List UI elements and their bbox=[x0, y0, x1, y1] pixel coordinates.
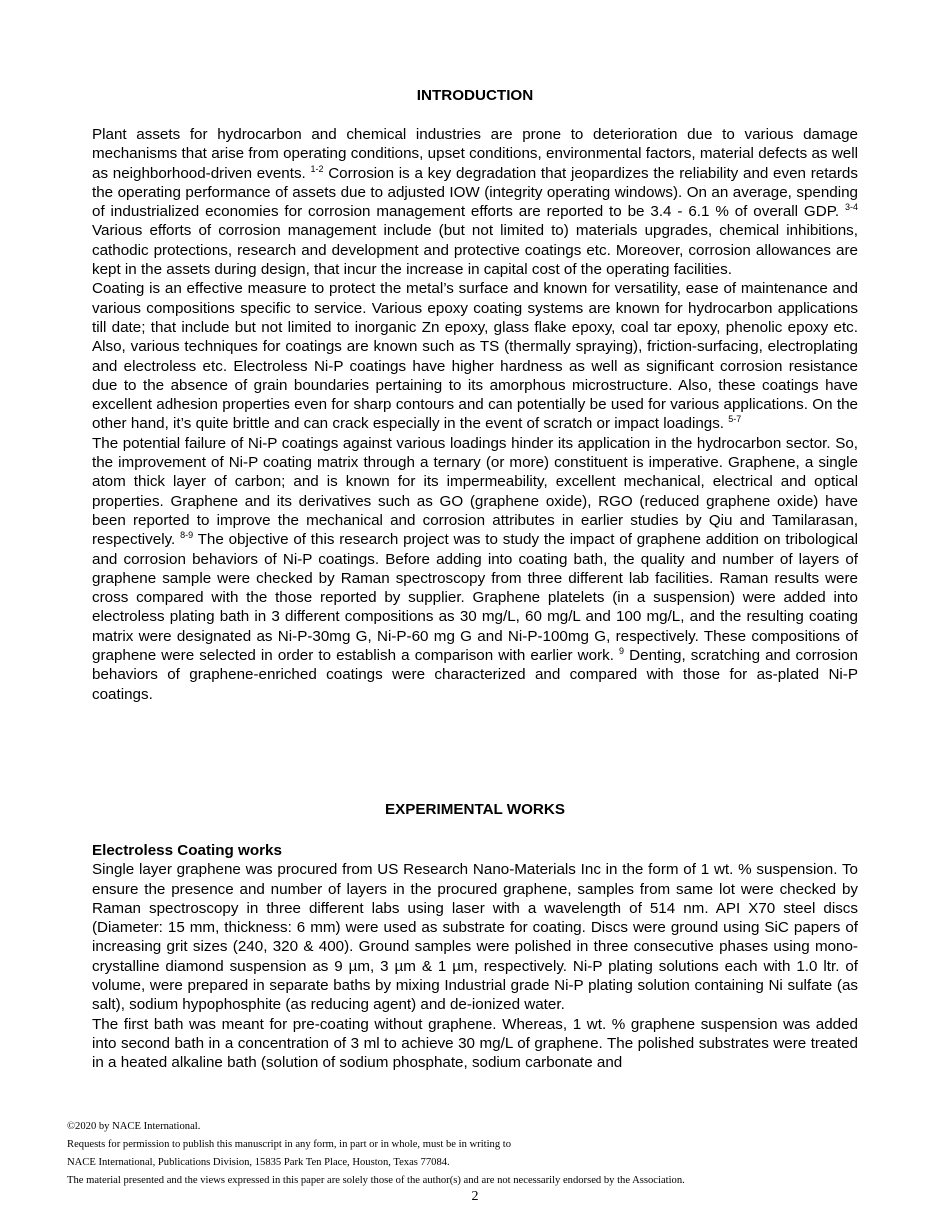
introduction-paragraph-3 bbox=[92, 434, 858, 704]
text-run: Corrosion is a key degradation that jeopardizes the reliability and even retards the operating performance of assets due to adjusted IOW (integrity operating windows). On an average, spending of industrialized economies for corrosion management efforts are reported to be 3.4 - 6.1 % of overall GDP. bbox=[92, 164, 858, 221]
text-run: Denting, scratching and corrosion behaviors of graphene-enriched coatings were characterized and compared with those for as-plated Ni-P coatings. bbox=[92, 647, 858, 703]
introduction-heading: INTRODUCTION bbox=[416, 87, 534, 104]
experimental-paragraph-1: Single layer graphene was procured from US Research Nano-Materials Inc in the form of 1 wt. % suspension. To ensure the presence and number of layers in the procured graphene, samples from same lot were checked by Raman spectroscopy in three different labs using laser with a wavelength of 514 nm. API X70 steel discs (Diameter: 15 mm, thickness: 6 mm) were used as substrate for coating. Discs were ground using SiC papers of increasing grit sizes (240, 320 & 400). Ground samples were polished in three consecutive phases using mono-crystalline diamond suspension as 9 µm, 3 µm & 1 µm, respectively. Ni-P plating solutions each with 1.0 ltr. of volume, were prepared in separate baths by mixing Industrial grade Ni-P plating solution containing Ni sulfate (as salt), sodium hypophosphite (as reducing agent) and de-ionized water. bbox=[92, 861, 858, 1014]
footer-copyright: ©2020 by NACE International. bbox=[67, 1121, 201, 1132]
page-number: 2 bbox=[471, 1189, 479, 1204]
electroless-coating-subheading: Electroless Coating works bbox=[92, 842, 282, 859]
footer-address: NACE International, Publications Division, 15835 Park Ten Place, Houston, Texas 77084. bbox=[67, 1157, 450, 1168]
text-run: Coating is an effective measure to protect the metal’s surface and known for versatility, ease of maintenance and various compositions specific to service. Various epoxy coating systems are known for hydrocarbon applications till date; that include but not limited to inorganic Zn epoxy, glass flake epoxy, coal tar epoxy, phenolic epoxy etc. Also, various techniques for coatings are known such as TS (thermally spraying), friction-surfacing, electroplating and electroless etc. Electroless Ni-P coatings have higher hardness as well as significant corrosion resistance due to the absence of grain boundaries pertaining to its amorphous microstructure. Also, these coatings have excellent adhesion properties even for sharp contours and can potentially be used for various applications. On the other hand, it’s quite brittle and can crack especially in the event of scratch or impact loadings. bbox=[92, 280, 858, 433]
experimental-heading: EXPERIMENTAL WORKS bbox=[384, 801, 565, 818]
citation-ref: 9 bbox=[619, 646, 625, 657]
introduction-body bbox=[92, 125, 858, 704]
introduction-paragraph-1 bbox=[92, 125, 858, 279]
citation-ref: 8-9 bbox=[180, 530, 194, 541]
experimental-body bbox=[92, 841, 858, 1073]
footer-disclaimer: The material presented and the views expressed in this paper are solely those of the author(s) and are not necessarily endorsed by the Association. bbox=[67, 1175, 685, 1186]
introduction-paragraph-2 bbox=[92, 279, 858, 433]
copyright-footer bbox=[67, 1118, 867, 1190]
experimental-paragraph-2: The first bath was meant for pre-coating without graphene. Whereas, 1 wt. % graphene suspension was added into second bath in a concentration of 3 ml to achieve 30 mg/L of graphene. The polished substrates were treated in a heated alkaline bath (solution of sodium phosphate, sodium carbonate and bbox=[92, 1015, 858, 1072]
text-run: Various efforts of corrosion management include (but not limited to) materials upgrades, chemical inhibitions, cathodic protections, research and development and protective coatings etc. Moreover, corrosion allowances are kept in the assets during design, that incur the increase in capital cost of the operating facilities. bbox=[92, 222, 858, 279]
text-run: The objective of this research project was to study the impact of graphene addition on tribological and corrosion behaviors of Ni-P coatings. Before adding into coating bath, the quality and number of layers of graphene sample were checked by Raman spectroscopy from three different lab facilities. Raman results were cross compared with the those reported by supplier. Graphene platelets (in a suspension) were added into electroless plating bath in 3 different compositions as 30 mg/L, 60 mg/L and 100 mg/L, and the resulting coating matrix were designated as Ni-P-30mg G, Ni-P-60 mg G and Ni-P-100mg G, respectively. These compositions of graphene were selected in order to establish a comparison with earlier work. bbox=[92, 531, 859, 665]
citation-ref: 5-7 bbox=[728, 414, 742, 425]
text-run: The potential failure of Ni-P coatings against various loadings hinder its application in the hydrocarbon sector. So, the improvement of Ni-P coating matrix through a ternary (or more) constituent is imperative. Graphene, a single atom thick layer of carbon; and is known for its impermeability, excellent mechanical, electrical and optical properties. Graphene and its derivatives such as GO (graphene oxide), RGO (reduced graphene oxide) have been reported to improve the mechanical and corrosion attributes in earlier studies by Qiu and Tamilarasan, respectively. bbox=[92, 434, 858, 549]
citation-ref: 1-2 bbox=[310, 163, 324, 174]
text-run: Plant assets for hydrocarbon and chemical industries are prone to deterioration due to various damage mechanisms that arise from operating conditions, upset conditions, environmental factors, material defects as well as neighborhood-driven events. bbox=[92, 126, 858, 182]
citation-ref: 3-4 bbox=[844, 202, 858, 213]
footer-permission: Requests for permission to publish this manuscript in any form, in part or in whole, must be in writing to bbox=[67, 1139, 512, 1150]
